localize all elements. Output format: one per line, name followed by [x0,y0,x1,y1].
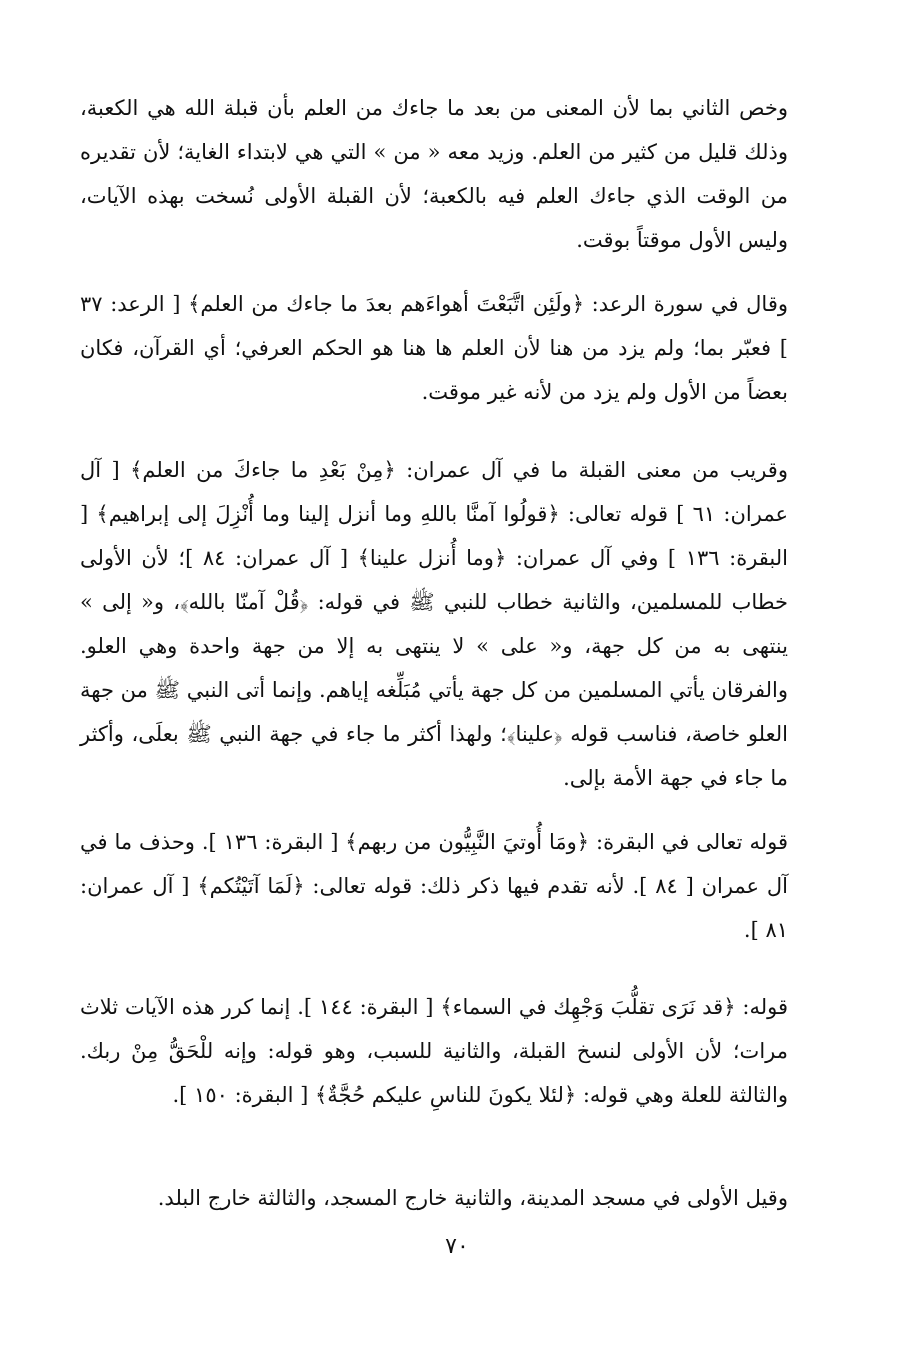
paragraph-prophets-received [80,820,788,952]
paragraph-turning-face [80,985,788,1117]
paragraph-surat-al-rad [80,282,788,414]
paragraph-al-imran [80,448,788,800]
paragraph-text: وقريب من معنى القبلة ما في آل عمران: ﴿مِنْ بَعْدِ ما جاءكَ من العلم﴾ [ آل عمران: ٦١ ] قوله تعالى: ﴿قولُوا آمنَّا باللهِ وما أنزل إلينا وما أُنْزِلَ إلى إبراهيم﴾ [ البقرة: ١٣٦ ] وفي آل عمران: ﴿وما أُنزل علينا﴾ [ آل عمران: ٨٤ ]؛ لأن الأولى خطاب للمسلمين، والثانية خطاب للنبي ﷺ في قوله: ﴿قُلْ آمنّا بالله﴾، و« إلى » ينتهى به من كل جهة، و« على » لا ينتهى به إلا من جهة واحدة وهي العلو. والفرقان يأتي المسلمين من كل جهة يأتي مُبَلِّغه إياهم. وإنما أتى النبي ﷺ من جهة العلو خاصة، فناسب قوله ﴿علينا﴾؛ ولهذا أكثر ما جاء في جهة النبي ﷺ بعلَى، وأكثر ما جاء في جهة الأمة بإلى. [80,458,789,790]
paragraph-three-locations [80,1176,788,1220]
paragraph-text: وخص الثاني بما لأن المعنى من بعد ما جاءك من العلم بأن قبلة الله هي الكعبة، وذلك قليل من كثير من العلم. وزيد معه « من » التي هي لابتداء الغاية؛ لأن تقديره من الوقت الذي جاءك العلم فيه بالكعبة؛ لأن القبلة الأولى نُسخت بهذه الآيات، وليس الأول موقتاً بوقت. [80,96,788,252]
paragraph-text: قوله: ﴿قد نَرَى تقلُّبَ وَجْهِك في السماء﴾ [ البقرة: ١٤٤ ]. إنما كرر هذه الآيات ثلاث مرات؛ لأن الأولى لنسخ القبلة، والثانية للسبب، وهو قوله: وإنه للْحَقُّ مِنْ ربك. والثالثة للعلة وهي قوله: ﴿لئلا يكونَ للناسِ عليكم حُجَّةٌ﴾ [ البقرة: ١٥٠ ]. [80,995,788,1107]
paragraph-text: قوله تعالى في البقرة: ﴿ومَا أُوتيَ النَّبِيُّون من ربهم﴾ [ البقرة: ١٣٦ ]. وحذف ما في آل عمران [ ٨٤ ]. لأنه تقدم فيها ذكر ذلك: قوله تعالى: ﴿لَمَا آتَيْتُكم﴾ [ آل عمران: ٨١ ]. [80,830,788,942]
page-number: ٧٠ [445,1234,469,1259]
paragraph-text: وقيل الأولى في مسجد المدينة، والثانية خارج المسجد، والثالثة خارج البلد. [157,1186,788,1210]
paragraph-text: وقال في سورة الرعد: ﴿ولَئِن اتَّبَعْتَ أهواءَهم بعدَ ما جاءك من العلم﴾ [ الرعد: ٣٧ ] فعبّر بما؛ ولم يزد من هنا لأن العلم ها هنا هو الحكم العرفي؛ أي القرآن، فكان بعضاً من الأول ولم يزد من لأنه غير موقت. [80,292,788,404]
paragraph-qibla-knowledge [80,86,788,262]
